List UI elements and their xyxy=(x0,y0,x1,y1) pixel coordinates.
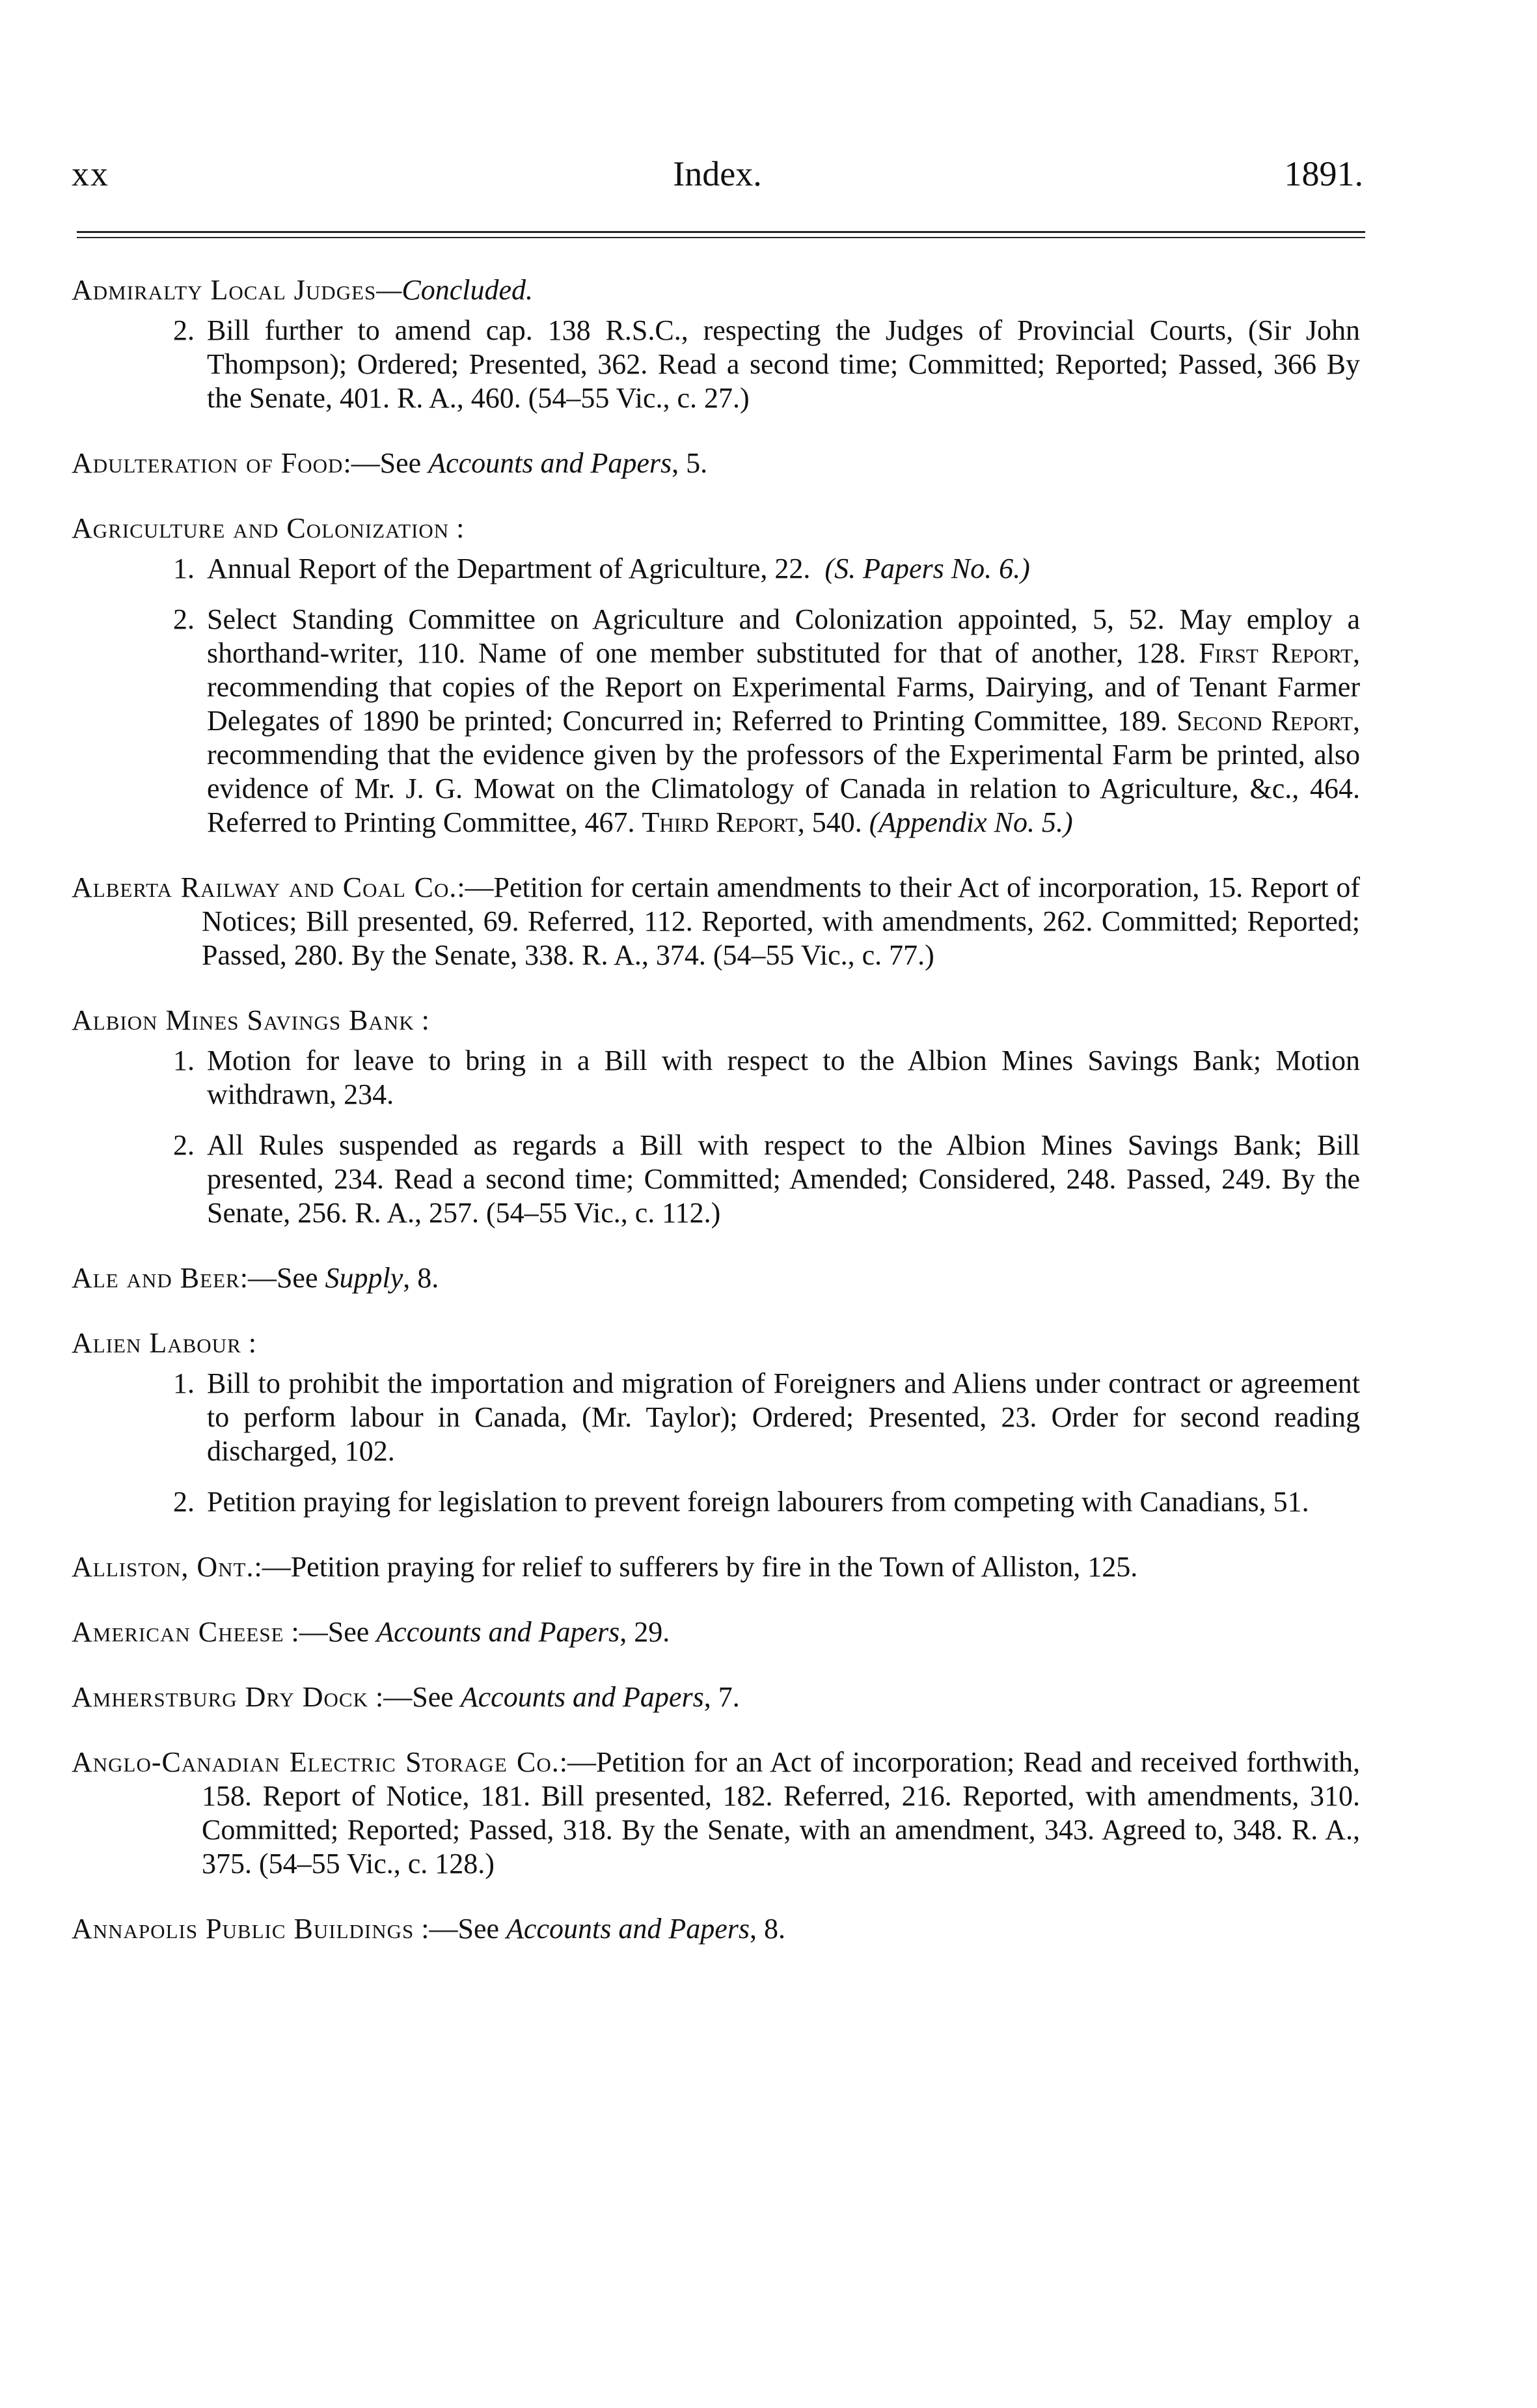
index-entry-amherstburg-dry-dock xyxy=(72,1680,1360,1714)
entry-text: :—Petition praying for relief to sufferers by fire in the Town of Alliston, 125. xyxy=(254,1551,1138,1583)
entry-heading: Admiralty Local Judges xyxy=(72,274,377,306)
page-year: 1891. xyxy=(1284,154,1363,193)
entry-text: :—Petition for an Act of incorporation; Read and received forthwith, 158. Report of Notice, 181. Bill presented, 182. Referred, 216. Reported, with amendments, 310. Committed; Reported; Passed, 318. By the Senate, with an amendment, 343. Agreed to, 348. R. A., 375. (54–55 Vic., c. 128.) xyxy=(202,1746,1361,1880)
index-entry-alberta-railway xyxy=(72,871,1360,972)
index-entry-anglo-canadian-electric xyxy=(72,1745,1360,1881)
page-header xyxy=(72,151,1363,197)
entry-heading: American Cheese xyxy=(72,1616,284,1648)
header-rule-bottom xyxy=(77,237,1365,238)
item-text: , recommending that the evidence given by the professors of the Experimental Farm be printed, also evidence of Mr. J. G. Mowat on the Climatology of Canada in relation to Agriculture, &c., 464. Referred to Printing Committee, 467. xyxy=(207,705,1360,838)
entry-reference: Accounts and Papers xyxy=(376,1616,620,1648)
item-text: , 540. xyxy=(797,806,869,838)
item-text: All Rules suspended as regards a Bill with respect to the Albion Mines Savings Bank; Bill presented, 234. Read a second time; Committed; Amended; Considered, 248. Passed, 249. By the Senate, 256. R. A., 257. (54–55 Vic., c. 112.) xyxy=(207,1129,1360,1229)
item-reference: (S. Papers No. 6.) xyxy=(824,553,1030,584)
list-item xyxy=(72,1044,1360,1112)
index-entry-american-cheese xyxy=(72,1615,1360,1649)
entry-heading-suffix: —Concluded. xyxy=(376,274,534,306)
item-text: Petition praying for legislation to prevent foreign labourers from competing with Canadians, 51. xyxy=(207,1486,1309,1518)
item-text: Motion for leave to bring in a Bill with respect to the Albion Mines Savings Bank; Motion withdrawn, 234. xyxy=(207,1045,1360,1110)
entry-heading-colon: : xyxy=(449,512,465,544)
list-item xyxy=(72,1129,1360,1230)
entry-text-end: , 8. xyxy=(403,1262,439,1294)
list-item xyxy=(72,314,1360,415)
entry-text: :—See xyxy=(368,1681,461,1713)
item-number: 2. xyxy=(173,1129,195,1161)
entry-text-end: , 5. xyxy=(672,447,708,479)
entry-text-end: , 7. xyxy=(703,1681,740,1713)
report-label: Third Report xyxy=(642,806,798,838)
header-rule-top xyxy=(77,231,1365,233)
page-number: xx xyxy=(72,154,109,193)
index-entry-albion-mines-savings-bank xyxy=(72,1004,1360,1230)
item-text: Bill further to amend cap. 138 R.S.C., respecting the Judges of Provincial Courts, (Sir John Thompson); Ordered; Presented, 362. Read a second time; Committed; Reported; Passed, 366 By the Senate, 401. R. A., 460. (54–55 Vic., c. 27.) xyxy=(207,314,1360,414)
item-number: 2. xyxy=(173,603,195,635)
entry-reference: Accounts and Papers xyxy=(460,1681,704,1713)
item-number: 2. xyxy=(173,314,195,346)
entry-text-end: , 8. xyxy=(749,1913,785,1945)
entry-text: :—See xyxy=(284,1616,377,1648)
entry-heading: Ale and Beer xyxy=(72,1262,240,1294)
entry-heading: Adulteration of Food xyxy=(72,447,344,479)
index-entry-agriculture-and-colonization xyxy=(72,512,1360,840)
item-number: 2. xyxy=(173,1486,195,1518)
index-entry-alliston-ont xyxy=(72,1550,1360,1584)
entry-text: :—Petition for certain amendments to their Act of incorporation, 15. Report of Notices; Bill presented, 69. Referred, 112. Reported, with amendments, 262. Committed; Reported; Passed, 280. By the Senate, 338. R. A., 374. (54–55 Vic., c. 77.) xyxy=(202,871,1360,971)
index-entry-alien-labour xyxy=(72,1326,1360,1519)
item-text: Bill to prohibit the importation and migration of Foreigners and Aliens under contract or agreement to perform labour in Canada, (Mr. Taylor); Ordered; Presented, 23. Order for second reading discharged, 102. xyxy=(207,1367,1360,1467)
index-entry-adulteration-of-food xyxy=(72,446,1360,480)
entry-text: :—See xyxy=(343,447,429,479)
entry-heading: Alberta Railway and Coal Co. xyxy=(72,871,457,903)
list-item xyxy=(72,1367,1360,1468)
entry-heading: Albion Mines Savings Bank xyxy=(72,1004,415,1036)
item-text: , recommending that copies of the Report on Experimental Farms, Dairying, and of Tenant Farmer Delegates of 1890 be printed; Concurred in; Referred to Printing Committee, 189. xyxy=(207,637,1361,737)
entry-text: :—See xyxy=(239,1262,325,1294)
item-number: 1. xyxy=(173,1367,195,1399)
entry-heading: Alliston, Ont. xyxy=(72,1551,254,1583)
list-item xyxy=(72,603,1360,840)
report-label: First Report xyxy=(1199,637,1353,669)
entry-heading: Agriculture and Colonization xyxy=(72,512,450,544)
item-text: Annual Report of the Department of Agriculture, 22. xyxy=(207,553,811,584)
index-entry-annapolis-public-buildings xyxy=(72,1912,1360,1946)
entry-heading-colon: : xyxy=(414,1004,429,1036)
entry-heading: Annapolis Public Buildings xyxy=(72,1913,415,1945)
page-title: Index. xyxy=(673,154,762,193)
item-reference: (Appendix No. 5.) xyxy=(869,806,1073,838)
item-number: 1. xyxy=(173,1045,195,1076)
entry-heading: Amherstburg Dry Dock xyxy=(72,1681,368,1713)
index-entry-ale-and-beer xyxy=(72,1261,1360,1295)
entry-reference: Accounts and Papers xyxy=(428,447,672,479)
entry-reference: Supply xyxy=(325,1262,403,1294)
entry-heading-colon: : xyxy=(241,1327,256,1359)
index-entry-admiralty-local-judges xyxy=(72,273,1360,415)
list-item xyxy=(72,1485,1360,1519)
list-item xyxy=(72,552,1360,586)
entry-reference: Accounts and Papers xyxy=(506,1913,750,1945)
entry-heading: Anglo-Canadian Electric Storage Co. xyxy=(72,1746,560,1778)
entry-text-end: , 29. xyxy=(619,1616,670,1648)
item-number: 1. xyxy=(173,553,195,584)
report-label: Second Report xyxy=(1177,705,1353,737)
index-content xyxy=(72,273,1360,1977)
entry-text: :—See xyxy=(414,1913,507,1945)
item-text: Select Standing Committee on Agriculture and Colonization appointed, 5, 52. May employ a shorthand-writer, 110. Name of one member substituted for that of another, 128. xyxy=(207,603,1360,669)
entry-heading: Alien Labour xyxy=(72,1327,241,1359)
